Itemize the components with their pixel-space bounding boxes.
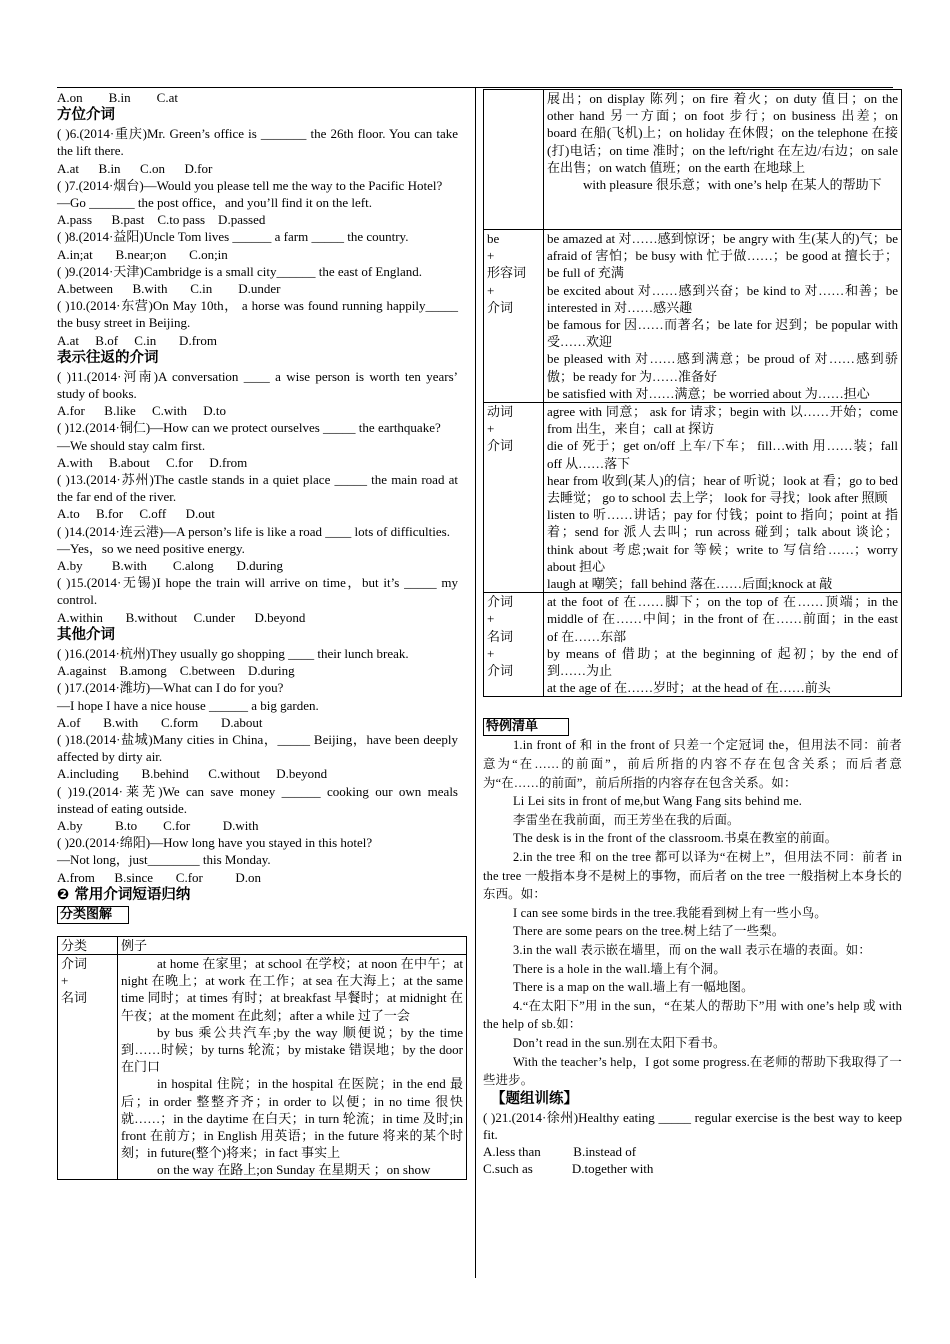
section-heading-training: 【题组训练】 bbox=[491, 1090, 578, 1107]
category-plus: + bbox=[487, 645, 495, 661]
column-divider bbox=[475, 88, 476, 1278]
options-11: A.for B.like C.with D.to bbox=[57, 403, 226, 419]
category-cell bbox=[58, 954, 118, 1179]
category-word: 介词 bbox=[487, 438, 514, 454]
category-plus: + bbox=[487, 611, 495, 627]
example-paragraph: in hospital 住院；in the hospital 在医院；in the end 最后；in order 整整齐齐；in order to 以便；in no time 很快就……；in the daytime 在白天；in turn 轮流；in time 及时;in front 在前方；in English 用英语；in the future 将来的某个时刻；in future(整个)将来；in fact 事实上 bbox=[121, 1076, 463, 1161]
question-20-reply: —Not long，just________ this Monday. bbox=[57, 852, 271, 868]
options-line: A.on B.in C.at bbox=[57, 90, 178, 105]
category-word: 动词 bbox=[487, 404, 514, 420]
options-16: A.against B.among C.between D.during bbox=[57, 663, 295, 679]
question-21: ( )21.(2014·徐州)Healthy eating _____ regular exercise is the best way to keep fit. bbox=[483, 1109, 902, 1142]
table-row bbox=[484, 593, 902, 697]
category-cell bbox=[484, 403, 544, 593]
example-sentence: With the teacher’s help，I got some progress.在老师的帮助下我取得了一些进步。 bbox=[483, 1054, 902, 1088]
question-7-reply: —Go _______ the post office，and you’ll find it on the left. bbox=[57, 195, 372, 211]
question-10: ( )10.(2014·东营)On May 10th， a horse was found running happily_____ the busy street in Beijing. bbox=[57, 298, 458, 331]
options-7: A.pass B.past C.to pass D.passed bbox=[57, 212, 266, 228]
example-sentence: There is a hole in the wall.墙上有个洞。 bbox=[513, 961, 726, 976]
question-12: ( )12.(2014·铜仁)—How can we protect ourselves _____ the earthquake? bbox=[57, 420, 441, 436]
example-sentence: 李雷坐在我前面，而王芳坐在我的后面。 bbox=[513, 812, 740, 827]
section-heading-other: 其他介词 bbox=[57, 626, 115, 643]
example-paragraph: at the foot of 在……脚下；on the top of 在……顶端；in the middle of 在……中间；in the front of 在……前面；in the east of 在……东部 bbox=[547, 594, 898, 644]
example-sentence: Li Lei sits in front of me,but Wang Fang sits behind me. bbox=[513, 794, 803, 809]
question-17: ( )17.(2014·潍坊)—What can I do for you? bbox=[57, 680, 284, 696]
example-paragraph: at the age of 在……岁时；at the head of 在……前头 bbox=[547, 680, 831, 696]
left-column bbox=[57, 89, 463, 1180]
category-word: 形容词 bbox=[487, 265, 527, 281]
category-word: 介词 bbox=[487, 663, 514, 679]
question-7: ( )7.(2014·烟台)—Would you please tell me the way to the Pacific Hotel? bbox=[57, 177, 443, 193]
table-row bbox=[58, 954, 467, 1179]
example-paragraph: with pleasure 很乐意；with one’s help 在某人的帮助下 bbox=[583, 177, 882, 193]
example-paragraph: hear from 收到(某人)的信；hear of 听说；look at 看；go to bed 去睡觉； go to school 去上学； look for 寻找；look after 照顾 bbox=[547, 472, 898, 506]
options-15: A.within B.without C.under D.beyond bbox=[57, 609, 306, 625]
category-word: 名词 bbox=[61, 990, 88, 1006]
table-row bbox=[484, 403, 902, 593]
special-note-4: 4.“在太阳下”用 in the sun，“在某人的帮助下”用 with one’s help 或 with the help of sb.如： bbox=[483, 998, 902, 1032]
category-plus: + bbox=[487, 282, 495, 298]
options-19: A.by B.to C.for D.with bbox=[57, 817, 259, 833]
category-cell bbox=[484, 593, 544, 697]
examples-cell bbox=[544, 90, 902, 230]
category-word: be bbox=[487, 231, 500, 246]
question-16: ( )16.(2014·杭州)They usually go shopping ____ their lunch break. bbox=[57, 645, 409, 661]
table-row bbox=[484, 230, 902, 403]
examples-cell bbox=[118, 954, 467, 1179]
example-sentence: There is a map on the wall.墙上有一幅地图。 bbox=[513, 980, 754, 995]
question-8: ( )8.(2014·益阳)Uncle Tom lives ______ a farm _____ the country. bbox=[57, 229, 409, 245]
example-paragraph: at home 在家里；at school 在学校；at noon 在中午；at night 在晚上；at work 在工作；at sea 在大海上；at the same time 同时；at times 有时；at breakfast 早餐时；at midnight 在午夜；at the moment 在此刻；after a while 过了一会 bbox=[121, 955, 463, 1023]
right-column bbox=[483, 89, 902, 1178]
example-paragraph: be pleased with 对……感到满意；be proud of 对……感到骄傲；be ready for 为……准备好 bbox=[547, 351, 898, 384]
phrase-table-left bbox=[57, 936, 467, 1180]
options-9: A.between B.with C.in D.under bbox=[57, 281, 281, 297]
special-note-1: 1.in front of 和 in the front of 只差一个定冠词 the，但用法不同：前者意为“在……的前面”，前后所指的内容不存在包含关系；而后者意为“在……的前面”，前后所指的内容存在包含关系。如： bbox=[483, 738, 902, 790]
special-note-2: 2.in the tree 和 on the tree 都可以译为“在树上”，但用法不同：前者 in the tree 一般指本身不是树上的事物，而后者 on the tree 一般指树上本身长的东西。如： bbox=[483, 850, 902, 902]
examples-cell bbox=[544, 230, 902, 403]
category-plus: + bbox=[61, 973, 69, 989]
options-8: A.in;at B.near;on C.on;in bbox=[57, 246, 228, 262]
question-14-reply: —Yes，so we need positive energy. bbox=[57, 540, 245, 556]
example-paragraph: be satisfied with 对……满意；be worried about 为……担心 bbox=[547, 385, 870, 401]
question-17-reply: —I hope I have a nice house ______ a big garden. bbox=[57, 697, 319, 713]
category-cell bbox=[484, 230, 544, 403]
example-paragraph: laugh at 嘲笑；fall behind 落在……后面;knock at 敲 bbox=[547, 576, 833, 592]
question-20: ( )20.(2014·绵阳)—How long have you stayed in this hotel? bbox=[57, 835, 373, 851]
options-13: A.to B.for C.off D.out bbox=[57, 506, 215, 522]
example-sentence: The desk is in the front of the classroom.书桌在教室的前面。 bbox=[513, 831, 838, 846]
options-18: A.including B.behind C.without D.beyond bbox=[57, 766, 328, 782]
question-11: ( )11.(2014·河南)A conversation ____ a wise person is worth ten years’ study of books. bbox=[57, 368, 458, 402]
header-examples: 例子 bbox=[118, 936, 467, 954]
table-row bbox=[484, 90, 902, 230]
examples-cell bbox=[544, 593, 902, 697]
question-14: ( )14.(2014·连云港)—A person’s life is like a road ____ lots of difficulties. bbox=[57, 523, 450, 539]
section-heading-position: 方位介词 bbox=[57, 107, 115, 124]
example-paragraph: be amazed at 对……感到惊讶；be angry with 生(某人的)气；be afraid of 害怕；be busy with 忙于做……；be good at 擅长于；be full of 充满 bbox=[547, 231, 898, 281]
table-header-row bbox=[58, 936, 467, 954]
example-paragraph: die of 死于；get on/off 上车/下车； fill…with 用……装；fall off 从……落下 bbox=[547, 438, 898, 471]
example-paragraph: agree with 同意； ask for 请求；begin with 以……开始；come from 出生，来自；call at 探访 bbox=[547, 404, 898, 437]
special-box-label: 特例清单 bbox=[483, 718, 569, 736]
category-plus: + bbox=[487, 421, 495, 437]
example-sentence: I can see some birds in the tree.我能看到树上有一些小鸟。 bbox=[513, 905, 827, 920]
category-cell bbox=[484, 90, 544, 230]
question-19: ( )19.(2014·莱芜)We can save money ______ cooking our own meals instead of eating outside. bbox=[57, 783, 458, 816]
example-paragraph: by means of 借助；at the beginning of 起初；by the end of 到……为止 bbox=[547, 645, 898, 679]
phrase-table-right bbox=[483, 89, 902, 697]
options-12: A.with B.about C.for D.from bbox=[57, 454, 248, 470]
question-12-reply: —We should stay calm first. bbox=[57, 437, 206, 453]
options-14: A.by B.with C.along D.during bbox=[57, 558, 284, 574]
question-13: ( )13.(2014·苏州)The castle stands in a quiet place _____ the main road at the far end of the river. bbox=[57, 472, 458, 505]
question-18: ( )18.(2014·盐城)Many cities in China，_____ Beijing，have been deeply affected by dirty air. bbox=[57, 731, 458, 765]
examples-cell bbox=[544, 403, 902, 593]
example-paragraph: be excited about 对……感到兴奋；be kind to 对……和善；be interested in 对……感兴趣 bbox=[547, 282, 898, 315]
special-note-3: 3.in the wall 表示嵌在墙里，而 on the wall 表示在墙的表面。如： bbox=[513, 943, 871, 958]
options-20: A.from B.since C.for D.on bbox=[57, 869, 262, 885]
question-15: ( )15.(2014·无锡)I hope the train will arrive on time，but it’s _____ my control. bbox=[57, 575, 458, 608]
category-word: 介词 bbox=[487, 594, 514, 610]
options-17: A.of B.with C.form D.about bbox=[57, 714, 263, 730]
question-9: ( )9.(2014·天津)Cambridge is a small city______ the east of England. bbox=[57, 263, 423, 279]
special-cases-block bbox=[483, 736, 902, 1089]
category-word: 介词 bbox=[61, 955, 88, 971]
options-6: A.at B.in C.on D.for bbox=[57, 160, 213, 176]
example-sentence: Don’t read in the sun.别在太阳下看书。 bbox=[513, 1035, 726, 1050]
category-word: 名词 bbox=[487, 628, 514, 644]
example-paragraph: be famous for 因……而著名；be late for 迟到；be popular with 受……欢迎 bbox=[547, 317, 898, 350]
example-paragraph: on the way 在路上;on Sunday 在星期天 ；on show bbox=[157, 1162, 431, 1178]
classify-box-label: 分类图解 bbox=[57, 906, 129, 924]
question-6: ( )6.(2014·重庆)Mr. Green’s office is _______ the 26th floor. You can take the lift there. bbox=[57, 126, 458, 159]
category-word: 介词 bbox=[487, 299, 514, 315]
header-category: 分类 bbox=[58, 936, 118, 954]
options-21b: C.such as D.together with bbox=[483, 1161, 654, 1177]
example-paragraph: by bus 乘公共汽车;by the way 顺便说；by the time 到……时候；by turns 轮流；by mistake 错误地；by the door 在门口 bbox=[121, 1024, 463, 1075]
options-10: A.at B.of C.in D.from bbox=[57, 332, 217, 348]
options-21a: A.less than B.instead of bbox=[483, 1144, 637, 1160]
section-heading-return: 表示往返的介词 bbox=[57, 349, 159, 366]
example-paragraph: listen to 听……讲话；pay for 付钱；point to 指向；point at 指着；send for 派人去叫；run across 碰到；talk about 谈论；think about 考虑;wait for 等候；write to 写信给……；worry about 担心 bbox=[547, 507, 898, 574]
example-paragraph: 展出；on display 陈列；on fire 着火；on duty 值日；on the other hand 另一方面；on foot 步行；on business 出差；on board 在船(飞机)上；on holiday 在休假；on the telephone 在接(打)电话；on time 准时；on the left/right 在左边/右边；on sale 在出售；on watch 值班；on the earth 在地球上 bbox=[547, 91, 898, 175]
section-heading-phrases: ❷ 常用介词短语归纳 bbox=[57, 886, 191, 903]
example-sentence: There are some pears on the tree.树上结了一些梨。 bbox=[513, 924, 785, 939]
category-plus: + bbox=[487, 248, 495, 264]
